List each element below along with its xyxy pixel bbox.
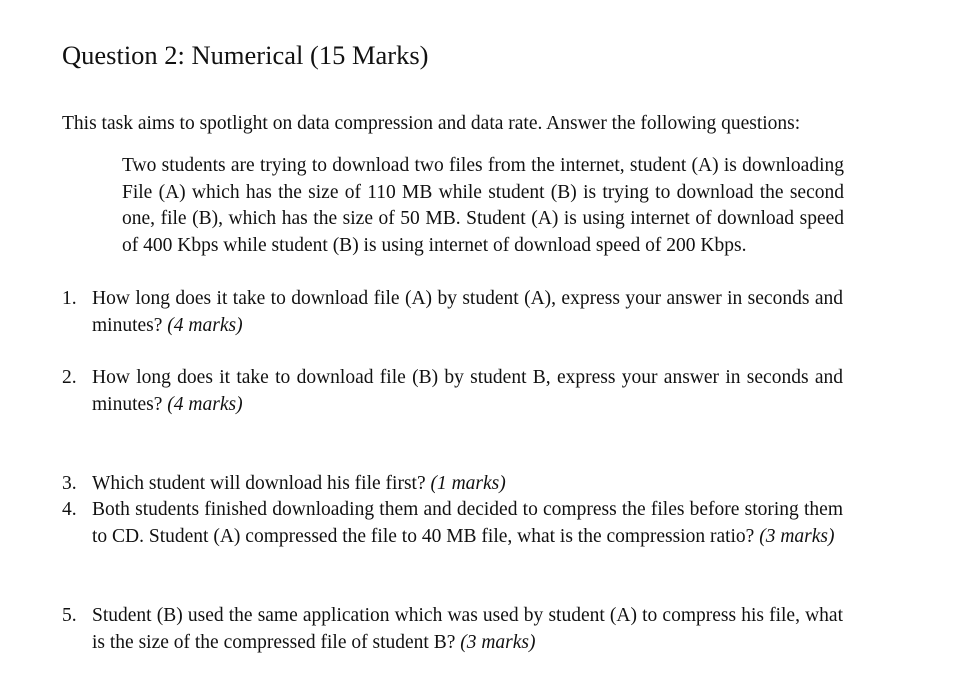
question-body (92, 286, 843, 339)
question-marks: (3 marks) (460, 631, 536, 653)
question-number: 3. (62, 473, 77, 494)
question-text: How long does it take to download file (A) by student (A), express your answer in seconds and minutes? (92, 288, 843, 336)
question-marks: (1 marks) (430, 473, 506, 494)
question-body (92, 603, 843, 656)
task-intro: This task aims to spotlight on data compression and data rate. Answer the following questions: (62, 113, 801, 134)
question-number: 4. (62, 499, 77, 520)
question-number: 2. (62, 367, 77, 388)
question-marks: (4 marks) (167, 393, 243, 415)
question-body (92, 471, 843, 498)
question-item (62, 497, 843, 550)
question-item (62, 471, 843, 498)
scenario-paragraph: Two students are trying to download two files from the internet, student (A) is downloading File (A) which has the size of 110 MB while student (B) is trying to download the second one, file (B), which has the size of 50 MB. Student (A) is using internet of download speed of 400 Kbps while student (B) is using internet of download speed of 200 Kbps. (122, 155, 844, 256)
question-text: How long does it take to download file (B) by student B, express your answer in seconds and minutes? (92, 367, 843, 415)
question-item (62, 365, 843, 418)
question-item (62, 603, 843, 656)
question-body (92, 497, 843, 550)
question-title: Question 2: Numerical (15 Marks) (62, 40, 429, 70)
question-number: 1. (62, 288, 77, 309)
question-body (92, 365, 843, 418)
question-text: Student (B) used the same application which was used by student (A) to compress his file, what is the size of the compressed file of student B? (92, 605, 843, 653)
question-item (62, 286, 843, 339)
question-number: 5. (62, 605, 77, 626)
question-marks: (3 marks) (759, 525, 835, 547)
question-text: Both students finished downloading them and decided to compress the files before storing them to CD. Student (A) compressed the file to 40 MB file, what is the compression ratio? (92, 499, 843, 547)
question-marks: (4 marks) (167, 314, 243, 336)
question-text: Which student will download his file first? (92, 473, 426, 494)
